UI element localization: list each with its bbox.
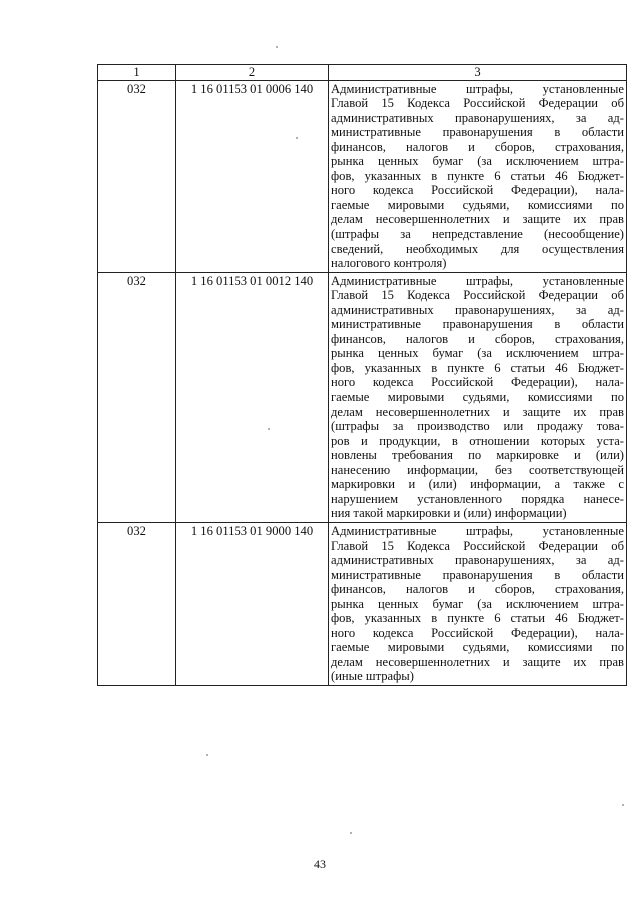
description-line: (штрафы за непредставление (несообщение) (331, 227, 624, 242)
description-line: маркировки и (или) информации, а также с (331, 477, 624, 492)
description-line: министративные правонарушения в области (331, 125, 624, 140)
table-row (98, 522, 627, 685)
scan-speck (350, 832, 352, 834)
admin-code-cell: 032 (98, 272, 176, 522)
scan-speck (268, 428, 270, 430)
table-row (98, 272, 627, 522)
description-line: фов, указанных в пункте 6 статьи 46 Бюджет- (331, 168, 624, 183)
description-line: рынка ценных бумаг (за исключением штра- (331, 596, 624, 611)
table-row (98, 80, 627, 272)
description-line: гаемые мировыми судьями, комиссиями по (331, 197, 624, 212)
description-line: ния такой маркировки и (или) информации) (331, 506, 567, 521)
description-line: ров и продукции, в отношении которых уста- (331, 433, 624, 448)
description-line: ного кодекса Российской Федерации), нала- (331, 183, 624, 198)
description-line: Главой 15 Кодекса Российской Федерации об (331, 538, 624, 553)
description-cell (329, 272, 627, 522)
budget-classification-table (97, 64, 627, 686)
scan-speck (276, 46, 278, 48)
description-line: Главой 15 Кодекса Российской Федерации об (331, 288, 624, 303)
description-line: министративные правонарушения в области (331, 567, 624, 582)
description-line: гаемые мировыми судьями, комиссиями по (331, 640, 624, 655)
description-line: сведений, необходимых для осуществления (331, 241, 624, 256)
description-line: (штрафы за производство или продажу това- (331, 419, 624, 434)
description-line: делам несовершеннолетних и защите их прав (331, 404, 624, 419)
description-line: административных правонарушениях, за ад- (331, 553, 624, 568)
description-line: нанесению информации, без соответствующей (331, 462, 624, 477)
description-line: ного кодекса Российской Федерации), нала- (331, 625, 624, 640)
description-cell (329, 80, 627, 272)
description-line: Административные штрафы, установленные (331, 273, 624, 288)
description-line: рынка ценных бумаг (за исключением штра- (331, 154, 624, 169)
admin-code-cell: 032 (98, 80, 176, 272)
kbk-code-cell: 1 16 01153 01 0006 140 (176, 80, 329, 272)
description-line: финансов, налогов и сборов, страхования, (331, 331, 624, 346)
description-line: Административные штрафы, установленные (331, 81, 624, 96)
description-line: гаемые мировыми судьями, комиссиями по (331, 390, 624, 405)
table-body (98, 80, 627, 685)
description-line: нарушением установленного порядка нанесе- (331, 491, 624, 506)
header-row (98, 65, 627, 81)
header-col-3: 3 (329, 65, 627, 81)
kbk-code-cell: 1 16 01153 01 9000 140 (176, 522, 329, 685)
description-line: Административные штрафы, установленные (331, 523, 624, 538)
scan-speck (622, 804, 624, 806)
description-line: административных правонарушениях, за ад- (331, 302, 624, 317)
page-number: 43 (314, 857, 326, 871)
description-line: рынка ценных бумаг (за исключением штра- (331, 346, 624, 361)
header-col-2: 2 (176, 65, 329, 81)
description-line: фов, указанных в пункте 6 статьи 46 Бюджет- (331, 360, 624, 375)
description-line: (иные штрафы) (331, 669, 414, 684)
description-line: новлены требования по маркировке и (или) (331, 448, 624, 463)
kbk-code-cell: 1 16 01153 01 0012 140 (176, 272, 329, 522)
description-line: налогового контроля) (331, 256, 447, 271)
admin-code-cell: 032 (98, 522, 176, 685)
description-line: финансов, налогов и сборов, страхования, (331, 582, 624, 597)
header-col-1: 1 (98, 65, 176, 81)
description-line: административных правонарушениях, за ад- (331, 110, 624, 125)
description-line: финансов, налогов и сборов, страхования, (331, 139, 624, 154)
description-line: Главой 15 Кодекса Российской Федерации об (331, 96, 624, 111)
description-line: делам несовершеннолетних и защите их прав (331, 212, 624, 227)
description-cell (329, 522, 627, 685)
description-line: делам несовершеннолетних и защите их прав (331, 654, 624, 669)
description-line: министративные правонарушения в области (331, 317, 624, 332)
scan-speck (296, 137, 298, 139)
description-line: ного кодекса Российской Федерации), нала- (331, 375, 624, 390)
scan-speck (206, 754, 208, 756)
description-line: фов, указанных в пункте 6 статьи 46 Бюджет- (331, 611, 624, 626)
